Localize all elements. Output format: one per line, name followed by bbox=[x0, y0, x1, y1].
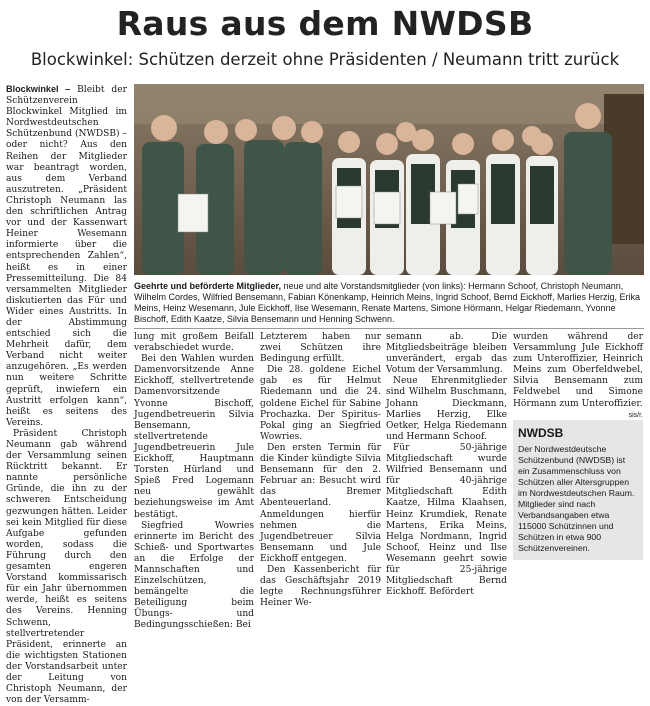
article-column-4 bbox=[386, 332, 507, 598]
paragraph: Den ersten Termin für die Kinder kündigte Silvia Bensemann für den 2. Februar an: Besucht wird das Bremer Abenteuerland. Anmeldungen hierfür nehmen die Jugendbetreuer Silvia Bensemann und Jule Eickhoff entgegen. bbox=[260, 442, 381, 564]
article-column-2 bbox=[134, 332, 254, 631]
paragraph: Für 50-jährige Mitgliedschaft wurde Wilfried Bensemann und für 40-jährige Mitgliedschaft Edith Kaatze, Hilma Klaahsen, Heinz Krumdiek, Renate Martens, Erika Meins, Helga Nordmann, Ingrid Schoof, Heinz und Ilse Wesemann geehrt sowie für 25-jährige Mitgliedschaft Bernd Eickhoff. Befördert bbox=[386, 442, 507, 598]
caption-lead: Geehrte und beförderte Mitglieder, bbox=[134, 281, 282, 291]
paragraph: Bei den Wahlen wurden Damenvorsitzende Anne Eickhoff, stellvertretende Damenvorsitzende Yvonne Bischoff, Jugendbetreuerin Silvia Bensemann, stellvertretende Jugendbetreuerin Jule Eickhoff, Hauptmann Torsten Hürland und Spieß Fred Logemann neu gewählt beziehungsweise im Amt bestätigt. bbox=[134, 354, 254, 520]
paragraph: Präsident Christoph Neumann gab während der Versammlung seinen Rücktritt bekannt. Er nannte persönliche Gründe, die ihn zu der schweren Entscheidung gezwungen hätten. Leider sei kein Mitglied für diese Aufgabe gefunden worden, sodass die Führung durch den gesamten engeren Vorstand kommissarisch für ein Jahr übernommen werde, heißt es seitens des Vereins. Henning Schwenn, stellvertretender Präsident, erinnerte an die wichtigsten Stationen der Vorstandsarbeit unter der Leitung von Christoph Neumann, der von der Versamm- bbox=[6, 428, 127, 706]
author-signature: sis/r. bbox=[628, 411, 643, 419]
article-column-1 bbox=[6, 84, 128, 706]
dateline: Blockwinkel – bbox=[6, 84, 71, 94]
info-box-text: Der Nordwestdeutsche Schützenbund (NWDSB) ist ein Zusammenschluss von Schützen aller Altersgruppen im Nordwestdeutschen Raum. Mitglieder sind nach Verbandsangaben etwa 115000 Schützinnen und Schützen in etwa 900 Schützenvereinen. bbox=[518, 444, 635, 553]
paragraph: Bleibt der Schützenverein Blockwinkel Mitglied im Nordwestdeutschen Schützenbund (NWDSB) – oder nicht? Aus den Reihen der Mitglieder war beantragt worden, aus dem Verband auszutreten. „Präsident Christoph Neumann las den schriftlichen Antrag vor und der Kassenwart Heiner Wesemann informierte über die entsprechenden Zahlen“, heißt es in einer Pressemitteilung. Die 84 versammelten Mitglieder diskutierten das Für und Wider eines Austritts. In der Abstimmung entschied sich die Mehrheit dafür, dem Verband nicht weiter anzugehören. „Es werden nun weitere Schritte geprüft, inwiefern ein Austritt erfolgen kann“, heißt es seitens des Vereins. bbox=[6, 85, 128, 428]
paragraph: Die 28. goldene Eichel gab es für Helmut Riedemann und die 24. goldene Eichel für Sabine Prochazka. Der Spiritus-Pokal ging an Siegfried Wowries. bbox=[260, 365, 381, 442]
info-box bbox=[513, 420, 643, 560]
subheadline: Blockwinkel: Schützen derzeit ohne Präsidenten / Neumann tritt zurück bbox=[30, 50, 620, 69]
paragraph: Neue Ehrenmitglieder sind Wilhelm Buschmann, Johann Dieckmann, Marlies Herzig, Elke Oetker, Helga Riedemann und Hermann Schoof. bbox=[386, 376, 507, 442]
paragraph: semann ab. Die Mitgliedsbeiträge bleiben unverändert, ergab das Votum der Versammlung. bbox=[386, 332, 507, 376]
paragraph: Letzterem haben nur zwei Schützen ihre Bedingung erfüllt. bbox=[260, 332, 381, 365]
paragraph: Siegfried Wowries erinnerte im Bericht des Schieß- und Sportwartes an die Erfolge der Mannschaften und Einzelschützen, bemängelte die Beteiligung beim Übungs- und Bedingungsschießen: Bei bbox=[134, 520, 254, 631]
paragraph: lung mit großem Beifall verabschiedet wurde. bbox=[134, 332, 254, 354]
article-column-3 bbox=[260, 332, 381, 609]
article-column-5 bbox=[513, 332, 643, 419]
paragraph: wurden während der Versammlung Jule Eickhoff zum Unteroffizier, Heinrich Meins zum Oberfeldwebel, Silvia Bensemann zum Feldwebel und Simone Hörmann zum Unteroffizier. bbox=[513, 332, 643, 409]
paragraph: Den Kassenbericht für das Geschäftsjahr 2019 legte Rechnungsführer Heiner We- bbox=[260, 564, 381, 609]
photo-caption bbox=[134, 281, 644, 325]
headline: Raus aus dem NWDSB bbox=[116, 4, 534, 43]
divider bbox=[134, 328, 644, 329]
caption-text: neue und alte Vorstandsmitglieder (von links): Hermann Schoof, Christoph Neumann, Wilhelm Cordes, Wilfried Bensemann, Fabian Könenkamp, Heinrich Meins, Ingrid Schoof, Bernd Eickhoff, Marlies Herzig, Erika Meins, Heinz Wesemann, Jule Eickhoff, Ilse Wesemann, Renate Martens, Simone Hörmann, Helgar Riedemann, Yvonne Bischoff, Edith Kaatze, Silvia Bensemann und Henning Schwenn. bbox=[134, 281, 641, 324]
group-photo bbox=[134, 84, 644, 275]
info-box-title: NWDSB bbox=[518, 426, 564, 440]
